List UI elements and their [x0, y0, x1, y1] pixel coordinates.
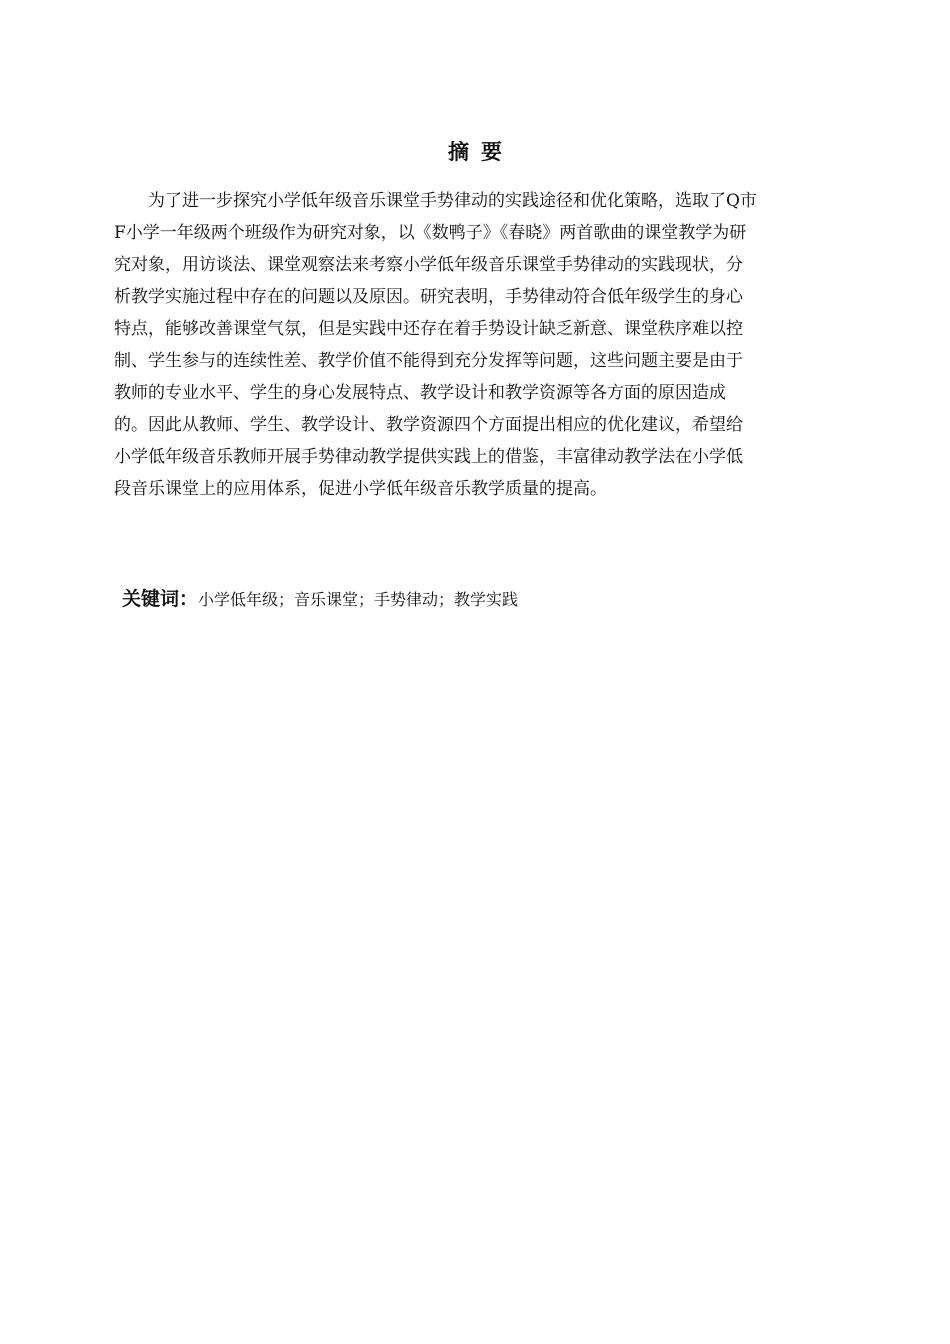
abstract-title: 摘要 [448, 140, 514, 164]
keywords-row [122, 583, 518, 615]
abstract-body [114, 185, 836, 505]
abstract-line: 段音乐课堂上的应用体系，促进小学低年级音乐教学质量的提高。 [114, 479, 607, 499]
abstract-line: 的。因此从教师、学生、教学设计、教学资源四个方面提出相应的优化建议，希望给 [114, 415, 743, 435]
abstract-line: 特点，能够改善课堂气氛，但是实践中还存在着手势设计缺乏新意、课堂秩序难以控 [114, 319, 743, 339]
keywords-value: 小学低年级；音乐课堂；手势律动；教学实践 [198, 590, 519, 609]
abstract-line: 究对象，用访谈法、课堂观察法来考察小学低年级音乐课堂手势律动的实践现状，分 [114, 255, 743, 275]
abstract-line: 析教学实施过程中存在的问题以及原因。研究表明，手势律动符合低年级学生的身心 [114, 287, 743, 307]
keywords-label: 关键词： [122, 588, 199, 610]
abstract-line: 为了进一步探究小学低年级音乐课堂手势律动的实践途径和优化策略，选取了Q市 [148, 191, 757, 211]
abstract-line: 教师的专业水平、学生的身心发展特点、教学设计和教学资源等各方面的原因造成 [114, 383, 726, 403]
abstract-line: 小学低年级音乐教师开展手势律动教学提供实践上的借鉴，丰富律动教学法在小学低 [114, 447, 743, 467]
abstract-line: 制、学生参与的连续性差、教学价值不能得到充分发挥等问题，这些问题主要是由于 [114, 351, 743, 371]
abstract-line: F小学一年级两个班级作为研究对象，以《数鸭子》《春晓》两首歌曲的课堂教学为研 [114, 223, 747, 243]
